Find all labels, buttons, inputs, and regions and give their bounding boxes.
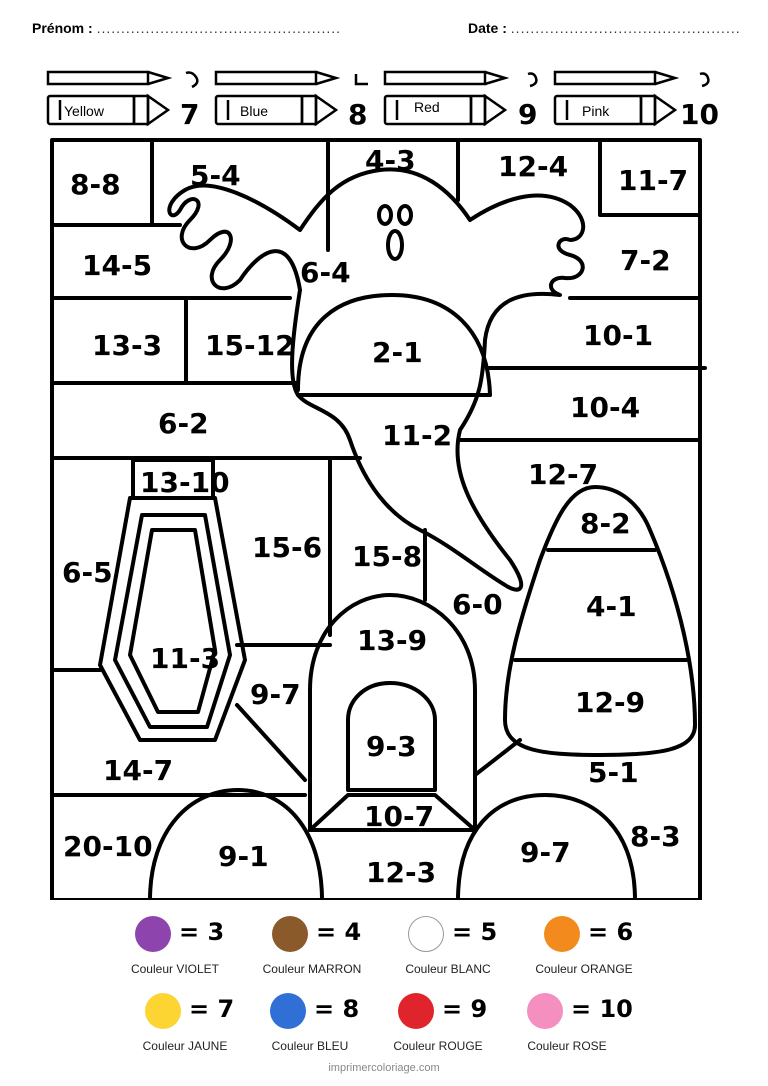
ghost-outline (169, 169, 583, 589)
crayon-number-pink: 10 (680, 98, 719, 131)
legend-value: = 4 (316, 918, 362, 946)
cell-label: 4-3 (365, 144, 416, 177)
name-dotted-line: .................................................. (96, 20, 342, 36)
color-swatch-red (398, 993, 434, 1029)
legend-caption: Couleur JAUNE (142, 1039, 228, 1053)
legend-caption: Couleur VIOLET (130, 962, 220, 976)
cell-label: 5-4 (190, 159, 241, 192)
crayon-pink (555, 96, 675, 124)
legend-value: = 6 (588, 918, 634, 946)
color-swatch-blue (270, 993, 306, 1029)
crayon-label-yellow: Yellow (64, 103, 104, 119)
crayon-label-red: Red (414, 99, 440, 115)
cell-label: 15-12 (205, 329, 295, 362)
date-dotted-line: ............................................... (510, 20, 741, 36)
cell-label: 10-4 (570, 391, 641, 424)
color-swatch-violet (135, 916, 171, 952)
legend-caption: Couleur ORANGE (535, 962, 633, 976)
cell-label: 12-9 (575, 686, 646, 719)
cell-label: 4-1 (586, 590, 637, 623)
date-label: Date : (468, 20, 507, 36)
legend-caption: Couleur BLANC (405, 962, 491, 976)
cell-label: 6-5 (62, 556, 113, 589)
legend-value: = 7 (189, 995, 235, 1023)
site-footer: imprimercoloriage.com (328, 1062, 440, 1074)
crayon-label-pink: Pink (582, 103, 610, 119)
legend-value: = 5 (452, 918, 498, 946)
color-swatch-brown (272, 916, 308, 952)
cell-label: 6-4 (300, 256, 351, 289)
cell-label: 12-3 (366, 856, 437, 889)
color-swatch-yellow (145, 993, 181, 1029)
legend-caption: Couleur ROUGE (393, 1039, 483, 1053)
crayon-blue (216, 96, 336, 124)
cell-label: 12-4 (498, 150, 569, 183)
cell-label: 6-0 (452, 588, 503, 621)
color-legend (0, 900, 768, 1060)
legend-value: = 8 (314, 995, 360, 1023)
cell-label: 11-2 (382, 419, 453, 452)
cell-label: 8-3 (630, 820, 681, 853)
color-swatch-orange (544, 916, 580, 952)
cell-label: 12-7 (528, 458, 599, 491)
cell-label: 7-2 (620, 244, 671, 277)
legend-value: = 9 (442, 995, 488, 1023)
cell-label: 2-1 (372, 336, 423, 369)
cell-label: 8-8 (70, 168, 121, 201)
crayon-key (48, 72, 708, 124)
legend-caption: Couleur ROSE (527, 1039, 607, 1053)
cell-label: 9-1 (218, 840, 269, 873)
cell-label: 13-9 (357, 624, 428, 657)
cell-label: 6-2 (158, 407, 209, 440)
crayon-label-blue: Blue (240, 103, 269, 119)
crayon-number-blue: 8 (348, 98, 368, 131)
color-swatch-pink (527, 993, 563, 1029)
cell-label: 9-7 (250, 678, 301, 711)
cell-label: 14-7 (103, 754, 174, 787)
cell-label: 20-10 (63, 830, 153, 863)
cell-label: 10-7 (364, 800, 435, 833)
cell-label: 9-3 (366, 730, 417, 763)
crayon-number-red: 9 (518, 98, 538, 131)
cell-label: 14-5 (82, 249, 153, 282)
name-label: Prénom : (32, 20, 93, 36)
legend-caption: Couleur MARRON (262, 962, 362, 976)
cell-label: 11-7 (618, 164, 689, 197)
crayon-number-yellow: 7 (180, 98, 200, 131)
cell-label: 8-2 (580, 507, 631, 540)
cell-label: 11-3 (150, 642, 221, 675)
cell-label: 9-7 (520, 836, 571, 869)
cell-label: 5-1 (588, 756, 639, 789)
legend-caption: Couleur BLEU (271, 1039, 349, 1053)
cell-label: 15-8 (352, 540, 423, 573)
crayon-row-cropped (48, 72, 708, 87)
legend-value: = 10 (571, 995, 633, 1023)
crayon-red (385, 96, 505, 124)
color-swatch-white (408, 916, 444, 952)
cell-label: 15-6 (252, 531, 323, 564)
cell-label: 10-1 (583, 319, 654, 352)
legend-value: = 3 (179, 918, 225, 946)
cell-label: 13-3 (92, 329, 163, 362)
cell-label: 13-10 (140, 466, 230, 499)
